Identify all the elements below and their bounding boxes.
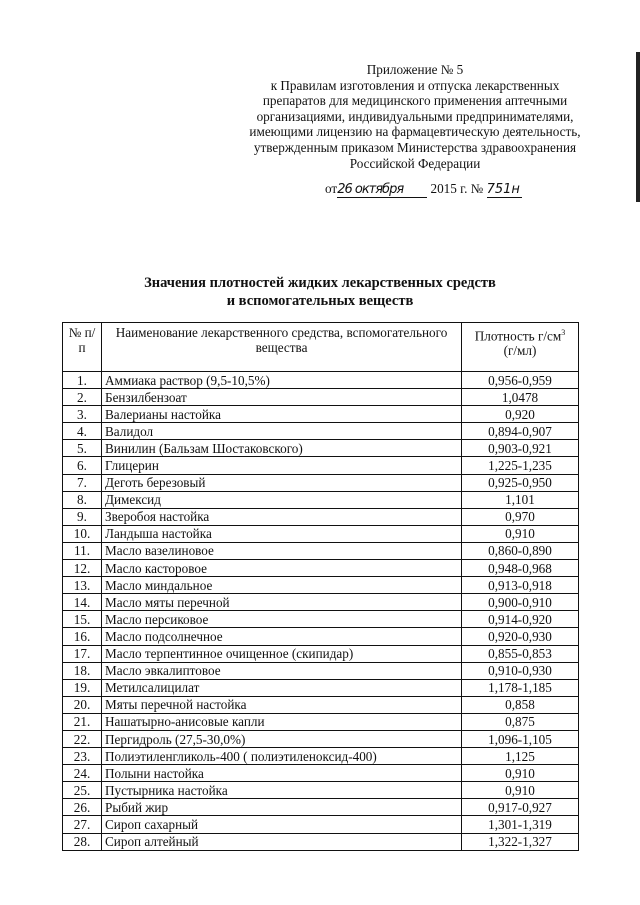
- cell-val: 0,910-0,930: [462, 662, 579, 679]
- cell-num: 19.: [63, 679, 102, 696]
- cell-num: 17.: [63, 645, 102, 662]
- cell-name: Винилин (Бальзам Шостаковского): [102, 440, 462, 457]
- cell-num: 25.: [63, 782, 102, 799]
- cell-num: 21.: [63, 713, 102, 730]
- cell-val: 0,855-0,853: [462, 645, 579, 662]
- table-row: [63, 474, 579, 491]
- cell-name: Сироп сахарный: [102, 816, 462, 833]
- table-row: [63, 457, 579, 474]
- cell-num: 27.: [63, 816, 102, 833]
- cell-name: Валерианы настойка: [102, 406, 462, 423]
- date-prefix: от: [325, 181, 338, 196]
- cell-val: 0,917-0,927: [462, 799, 579, 816]
- table-row: [63, 508, 579, 525]
- cell-val: 0,920-0,930: [462, 628, 579, 645]
- appendix-line: Приложение № 5: [366, 62, 464, 77]
- cell-val: 1,178-1,185: [462, 679, 579, 696]
- cell-num: 2.: [63, 389, 102, 406]
- appendix-line: препаратов для медицинского применения аптечными: [262, 93, 568, 109]
- cell-val: 0,910: [462, 782, 579, 799]
- cell-num: 14.: [63, 594, 102, 611]
- cell-name: Бензилбензоат: [102, 389, 462, 406]
- cell-val: 0,894-0,907: [462, 423, 579, 440]
- cell-num: 1.: [63, 372, 102, 389]
- cell-num: 28.: [63, 833, 102, 850]
- handwritten-date: 26 октября: [337, 182, 427, 198]
- cell-num: 15.: [63, 611, 102, 628]
- title-line: Значения плотностей жидких лекарственных средств: [144, 275, 496, 291]
- cell-name: Полыни настойка: [102, 765, 462, 782]
- cell-val: 0,914-0,920: [462, 611, 579, 628]
- cell-name: Полиэтиленгликоль-400 ( полиэтиленоксид-400): [102, 748, 462, 765]
- cell-name: Глицерин: [102, 457, 462, 474]
- cell-name: Пергидроль (27,5-30,0%): [102, 730, 462, 747]
- header-num: № п/п: [63, 323, 102, 372]
- cell-val: 0,910: [462, 525, 579, 542]
- header-density: [462, 323, 579, 372]
- cell-val: 0,920: [462, 406, 579, 423]
- cell-val: 0,910: [462, 765, 579, 782]
- appendix-line: к Правилам изготовления и отпуска лекарственных: [270, 77, 560, 93]
- scan-edge: [636, 52, 640, 202]
- cell-num: 20.: [63, 696, 102, 713]
- cell-num: 10.: [63, 525, 102, 542]
- table-row: [63, 782, 579, 799]
- cell-name: Масло эвкалиптовое: [102, 662, 462, 679]
- table-row: [63, 577, 579, 594]
- table-row: [63, 696, 579, 713]
- title-line: и вспомогательных веществ: [226, 293, 414, 309]
- cell-num: 24.: [63, 765, 102, 782]
- table-row: [63, 628, 579, 645]
- appendix-line: Российской Федерации: [349, 155, 481, 171]
- cell-name: Сироп алтейный: [102, 833, 462, 850]
- cell-num: 18.: [63, 662, 102, 679]
- cell-name: Масло касторовое: [102, 560, 462, 577]
- cell-name: Рыбий жир: [102, 799, 462, 816]
- cell-val: 0,925-0,950: [462, 474, 579, 491]
- cell-name: Аммиака раствор (9,5-10,5%): [102, 372, 462, 389]
- table-header-row: [63, 323, 579, 372]
- cell-name: Масло вазелиновое: [102, 542, 462, 559]
- table-row: [63, 662, 579, 679]
- cell-num: 16.: [63, 628, 102, 645]
- cell-val: 0,948-0,968: [462, 560, 579, 577]
- table-row: [63, 423, 579, 440]
- appendix-header: [210, 62, 620, 171]
- cell-num: 9.: [63, 508, 102, 525]
- cell-num: 22.: [63, 730, 102, 747]
- cell-num: 5.: [63, 440, 102, 457]
- cell-name: Деготь березовый: [102, 474, 462, 491]
- cell-val: 1,322-1,327: [462, 833, 579, 850]
- table-row: [63, 389, 579, 406]
- table-row: [63, 833, 579, 850]
- cell-val: 0,970: [462, 508, 579, 525]
- cell-val: 0,903-0,921: [462, 440, 579, 457]
- table-row: [63, 525, 579, 542]
- cell-val: 1,301-1,319: [462, 816, 579, 833]
- cell-name: Валидол: [102, 423, 462, 440]
- table-row: [63, 491, 579, 508]
- table-row: [63, 611, 579, 628]
- cell-val: 1,125: [462, 748, 579, 765]
- cell-num: 7.: [63, 474, 102, 491]
- header-density-sup: 3: [561, 328, 566, 337]
- cell-name: Метилсалицилат: [102, 679, 462, 696]
- cell-name: Мяты перечной настойка: [102, 696, 462, 713]
- cell-name: Ландыша настойка: [102, 525, 462, 542]
- cell-num: 26.: [63, 799, 102, 816]
- table-row: [63, 560, 579, 577]
- handwritten-order-number: 751н: [486, 182, 520, 197]
- cell-num: 4.: [63, 423, 102, 440]
- cell-name: Масло миндальное: [102, 577, 462, 594]
- cell-name: Масло персиковое: [102, 611, 462, 628]
- header-density-label: Плотность г/см: [474, 328, 562, 344]
- cell-name: Нашатырно-анисовые капли: [102, 713, 462, 730]
- table-row: [63, 542, 579, 559]
- table-row: [63, 679, 579, 696]
- cell-name: Пустырника настойка: [102, 782, 462, 799]
- cell-num: 8.: [63, 491, 102, 508]
- appendix-line: имеющими лицензию на фармацевтическую деятельность,: [249, 124, 581, 140]
- header-name: Наименование лекарственного средства, вспомогательного вещества: [102, 323, 462, 372]
- appendix-line: утвержденным приказом Министерства здравоохранения: [253, 139, 577, 155]
- cell-num: 13.: [63, 577, 102, 594]
- cell-val: 0,858: [462, 696, 579, 713]
- table-row: [63, 645, 579, 662]
- document-title: [0, 274, 640, 310]
- table-row: [63, 406, 579, 423]
- density-table: [62, 322, 579, 851]
- cell-num: 3.: [63, 406, 102, 423]
- cell-val: 1,225-1,235: [462, 457, 579, 474]
- order-date-line: [325, 181, 522, 198]
- header-density-unit: (г/мл): [503, 343, 537, 359]
- cell-val: 0,956-0,959: [462, 372, 579, 389]
- cell-num: 12.: [63, 560, 102, 577]
- table-row: [63, 765, 579, 782]
- cell-val: 0,860-0,890: [462, 542, 579, 559]
- table-row: [63, 594, 579, 611]
- cell-name: Масло терпентинное очищенное (скипидар): [102, 645, 462, 662]
- cell-val: 0,875: [462, 713, 579, 730]
- table-row: [63, 440, 579, 457]
- cell-val: 1,101: [462, 491, 579, 508]
- table-row: [63, 748, 579, 765]
- cell-name: Масло мяты перечной: [102, 594, 462, 611]
- cell-num: 6.: [63, 457, 102, 474]
- cell-val: 0,913-0,918: [462, 577, 579, 594]
- appendix-line: организациями, индивидуальными предпринимателями,: [256, 108, 574, 124]
- cell-val: 1,0478: [462, 389, 579, 406]
- table-row: [63, 730, 579, 747]
- table-row: [63, 713, 579, 730]
- cell-name: Масло подсолнечное: [102, 628, 462, 645]
- cell-name: Зверобоя настойка: [102, 508, 462, 525]
- year-text: 2015 г. №: [430, 181, 484, 196]
- cell-name: Димексид: [102, 491, 462, 508]
- cell-val: 1,096-1,105: [462, 730, 579, 747]
- cell-num: 11.: [63, 542, 102, 559]
- cell-val: 0,900-0,910: [462, 594, 579, 611]
- table-row: [63, 816, 579, 833]
- table-row: [63, 799, 579, 816]
- cell-num: 23.: [63, 748, 102, 765]
- table-row: [63, 372, 579, 389]
